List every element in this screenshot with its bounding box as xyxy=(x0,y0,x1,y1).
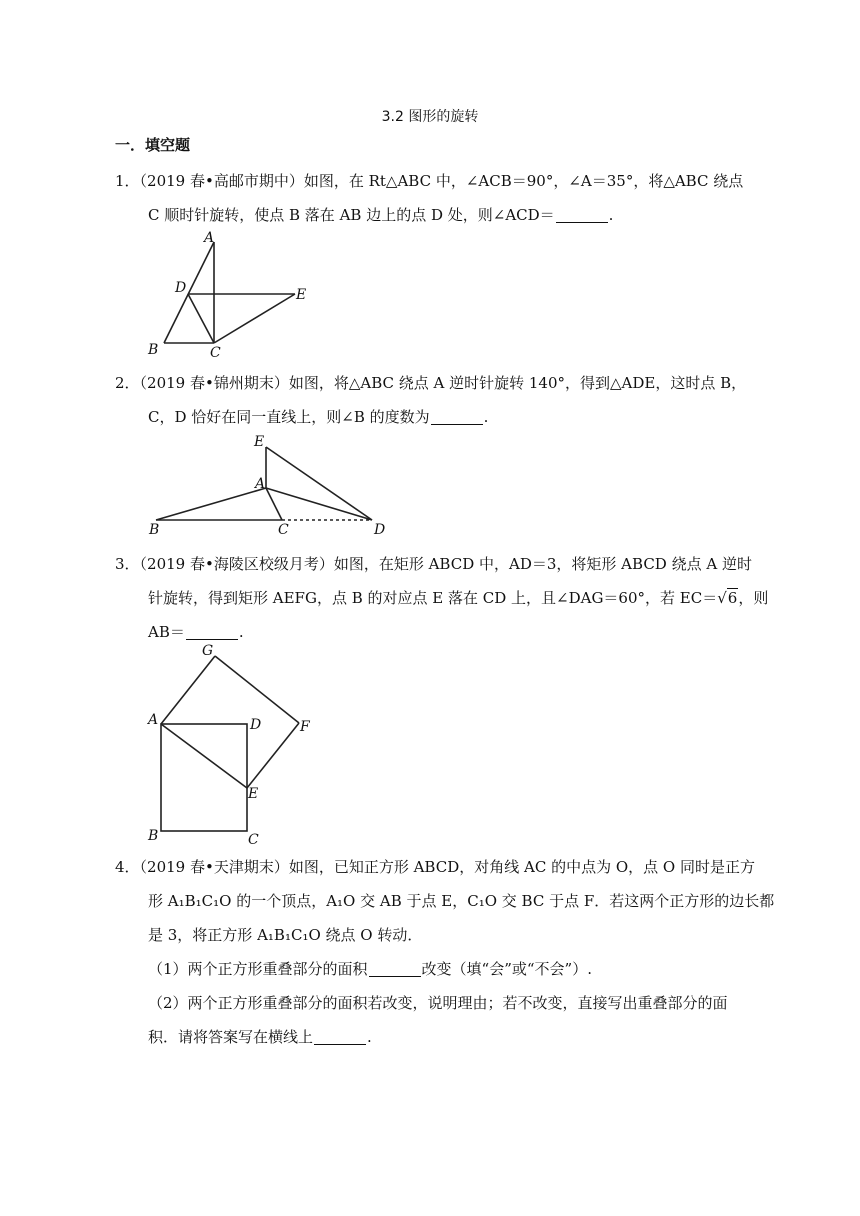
q4-sub-1-blank[interactable] xyxy=(369,962,421,977)
page-title: 3.2 图形的旋转 xyxy=(381,109,479,125)
q3-line-2-text: 针旋转，得到矩形 AEFG，点 B 的对应点 E 落在 CD 上，且∠DAG＝60°，若 EC＝ xyxy=(148,589,718,607)
q3-side-ae xyxy=(161,724,247,788)
q2-line-2-text: C，D 恰好在同一直线上，则∠B 的度数为 xyxy=(148,408,430,426)
q3-sqrt: √6 xyxy=(717,589,738,607)
q2-line-2 xyxy=(148,406,488,427)
q1-label-d: D xyxy=(175,280,187,296)
q1-label-e: E xyxy=(296,287,307,303)
q1-label-b: B xyxy=(148,342,159,358)
q3-label-a: A xyxy=(148,712,159,728)
q4-sub-1-text: （1）两个正方形重叠部分的面积 xyxy=(148,960,368,978)
q1-label-a: A xyxy=(204,230,215,246)
q2-line-2-end: . xyxy=(483,408,489,426)
q3-label-e: E xyxy=(248,786,259,802)
q2-label-a: A xyxy=(255,476,266,492)
q1-label-c: C xyxy=(210,345,221,361)
q1-side-dc xyxy=(188,294,214,343)
q4-sub-1 xyxy=(148,958,592,979)
q1-line-1: 1．（2019 春•高邮市期中）如图，在 Rt△ABC 中，∠ACB＝90°，∠A＝35°，将△ABC 绕点 xyxy=(115,172,744,190)
q2-side-ad xyxy=(266,488,372,520)
q3-line-3-end: . xyxy=(238,623,244,641)
q1-figure xyxy=(140,228,340,360)
q2-label-e: E xyxy=(254,434,265,450)
q4-line-1: 4．（2019 春•天津期末）如图，已知正方形 ABCD，对角线 AC 的中点为 O，点 O 同时是正方 xyxy=(115,858,755,876)
q3-figure xyxy=(140,640,330,850)
q3-label-d: D xyxy=(250,717,262,733)
q1-line-2 xyxy=(148,204,613,225)
q2-side-ba xyxy=(156,488,266,520)
q3-side-gf xyxy=(215,656,299,723)
q4-sub-2-end: . xyxy=(367,1028,372,1046)
section-heading: 一．填空题 xyxy=(115,136,191,154)
q4-sub-2-line-1: （2）两个正方形重叠部分的面积若改变，说明理由；若不改变，直接写出重叠部分的面 xyxy=(148,994,728,1012)
q2-label-c: C xyxy=(278,522,289,538)
q2-figure xyxy=(140,430,400,540)
q2-answer-blank[interactable] xyxy=(431,410,483,425)
q1-line-2-text: C 顺时针旋转，使点 B 落在 AB 边上的点 D 处，则∠ACD＝ xyxy=(148,206,555,224)
q4-sub-2-text: 积．请将答案写在横线上 xyxy=(148,1028,314,1046)
q3-line-1: 3．（2019 春•海陵区校级月考）如图，在矩形 ABCD 中，AD＝3，将矩形 ABCD 绕点 A 逆时 xyxy=(115,555,752,573)
q2-label-d: D xyxy=(374,522,386,538)
q3-sqrt-value: 6 xyxy=(727,589,738,607)
q4-sub-2-blank[interactable] xyxy=(314,1030,366,1045)
q4-line-3: 是 3，将正方形 A₁B₁C₁O 绕点 O 转动． xyxy=(148,926,423,944)
q3-label-c: C xyxy=(248,832,259,848)
q3-side-ag xyxy=(161,656,215,724)
q3-line-3-text: AB＝ xyxy=(148,623,185,641)
q1-line-2-end: . xyxy=(608,206,614,224)
q1-side-ce xyxy=(214,294,295,343)
q1-answer-blank[interactable] xyxy=(556,208,608,223)
q3-label-b: B xyxy=(148,828,159,844)
q3-label-g: G xyxy=(202,643,214,659)
q3-line-2 xyxy=(148,587,768,608)
q2-line-1: 2．（2019 春•锦州期末）如图，将△ABC 绕点 A 逆时针旋转 140°，得到△ADE，这时点 B， xyxy=(115,374,747,392)
q4-sub-2-line-2 xyxy=(148,1026,372,1047)
q2-label-b: B xyxy=(149,522,160,538)
q2-side-ed xyxy=(266,447,372,520)
q3-line-3 xyxy=(148,621,244,642)
q4-line-2: 形 A₁B₁C₁O 的一个顶点，A₁O 交 AB 于点 E，C₁O 交 BC 于点 F．若这两个正方形的边长都 xyxy=(148,892,775,910)
q3-label-f: F xyxy=(300,719,310,735)
q3-line-2-end: ，则 xyxy=(738,589,769,607)
q4-sub-1-end: 改变（填“会”或“不会”）. xyxy=(421,960,592,978)
q3-answer-blank[interactable] xyxy=(186,625,238,640)
